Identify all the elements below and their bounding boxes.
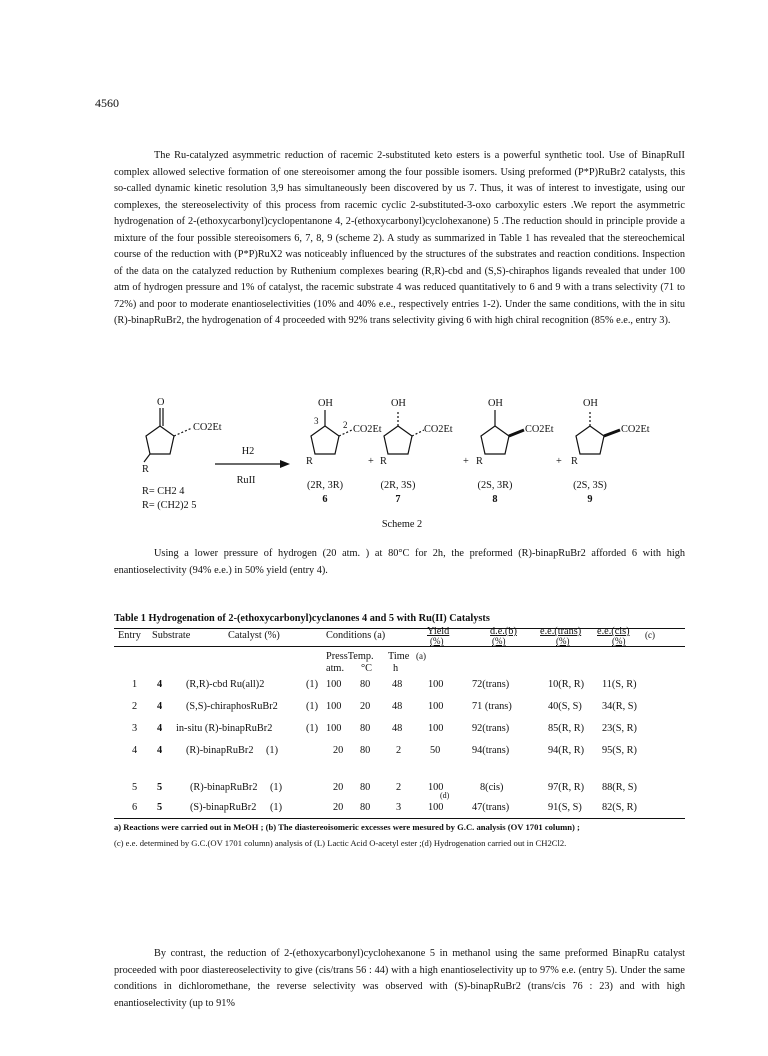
product-8-oh-label: OH bbox=[488, 398, 503, 409]
cell-time: 2 bbox=[396, 745, 402, 756]
cell-substrate: 4 bbox=[157, 679, 163, 690]
cell-yield: 100 bbox=[428, 701, 444, 712]
cell-ee-trans: 94(R, R) bbox=[548, 745, 585, 756]
header-de: d.e.(b) bbox=[490, 626, 517, 637]
cell-ee-trans: 10(R, R) bbox=[548, 679, 585, 690]
cell-loading: (1) bbox=[306, 679, 319, 690]
table-footnote-2: (c) e.e. determined by G.C.(OV 1701 column) analysis of (L) Lactic Acid O-acetyl ester ;(d) Hydrogenation carried out in CH2Cl2. bbox=[114, 838, 567, 848]
cell-catalyst: (R)-binapRuBr2 bbox=[190, 782, 258, 793]
cell-press: 100 bbox=[326, 679, 342, 690]
plus-sign: + bbox=[368, 456, 374, 467]
cell-loading: (1) bbox=[266, 745, 279, 756]
cell-ee-trans: 97(R, R) bbox=[548, 782, 585, 793]
table-footnote-1: a) Reactions were carried out in MeOH ; (b) The diastereoisomeric excesses were mesured by G.C. analysis (OV 1701 column) ; bbox=[114, 822, 580, 832]
cell-catalyst: (S)-binapRuBr2 bbox=[190, 802, 257, 813]
cell-time: 48 bbox=[392, 679, 403, 690]
locant-3-label: 3 bbox=[314, 416, 319, 426]
paragraph-conditions: Using a lower pressure of hydrogen (20 atm. ) at 80°C for 2h, the preformed (R)-binapRuBr2 afforded 6 with high enantioselectivity (94% e.e.) in 50% yield (entry 4). bbox=[114, 548, 685, 576]
header-ee-cis-unit: (%) bbox=[612, 636, 626, 646]
cell-entry: 3 bbox=[132, 723, 138, 734]
cell-loading: (1) bbox=[306, 723, 319, 734]
product-8-r-label: R bbox=[476, 456, 483, 467]
cell-substrate: 4 bbox=[157, 745, 163, 756]
cell-loading: (1) bbox=[306, 701, 319, 712]
product-6-ester-label: CO2Et bbox=[353, 424, 382, 435]
cell-substrate: 4 bbox=[157, 723, 163, 734]
cell-temp: 80 bbox=[360, 782, 371, 793]
cell-press: 20 bbox=[333, 802, 344, 813]
product-9-config: (2S, 3S) bbox=[573, 480, 607, 491]
cell-ee-cis: 23(S, R) bbox=[602, 723, 637, 734]
cell-entry: 5 bbox=[132, 782, 138, 793]
product-6-r-label: R bbox=[306, 456, 313, 467]
product-6-config: (2R, 3R) bbox=[306, 480, 344, 491]
cell-entry: 6 bbox=[132, 802, 138, 813]
cell-time: 2 bbox=[396, 782, 402, 793]
cell-loading: (1) bbox=[270, 782, 283, 793]
header-ee-note: (c) bbox=[645, 630, 655, 640]
cell-catalyst: (S,S)-chiraphosRuBr2 bbox=[186, 701, 278, 712]
substrate-r-label: R bbox=[142, 464, 149, 475]
header-ee-cis: e.e.(cis) bbox=[597, 626, 630, 637]
cell-time: 48 bbox=[392, 701, 403, 712]
cell-yield: 100 bbox=[428, 802, 444, 813]
cell-catalyst: in-situ (R)-binapRuBr2 bbox=[176, 723, 273, 734]
cell-de: 92(trans) bbox=[472, 723, 510, 734]
cell-yield: 100 bbox=[428, 679, 444, 690]
cell-temp: 20 bbox=[360, 701, 371, 712]
catalyst-label: RuII bbox=[236, 475, 256, 486]
cell-loading: (1) bbox=[270, 802, 283, 813]
cell-press: 100 bbox=[326, 701, 342, 712]
cell-entry: 1 bbox=[132, 679, 138, 690]
cell-press: 20 bbox=[333, 782, 344, 793]
cell-yield: 50 bbox=[430, 745, 441, 756]
product-6-oh-label: OH bbox=[318, 398, 333, 409]
header-press-temp: PressTemp. bbox=[326, 651, 374, 662]
header-time: Time bbox=[388, 651, 410, 662]
yield-footnote-marker: (d) bbox=[440, 791, 450, 800]
product-7-oh-label: OH bbox=[391, 398, 406, 409]
header-entry: Entry bbox=[118, 630, 141, 641]
header-yield-unit: (%) bbox=[430, 636, 444, 646]
cell-catalyst: (R)-binapRuBr2 bbox=[186, 745, 254, 756]
page-number: 4560 bbox=[95, 96, 119, 110]
substrate-ester-label: CO2Et bbox=[193, 422, 222, 433]
cell-temp: 80 bbox=[360, 745, 371, 756]
cell-ee-cis: 82(S, R) bbox=[602, 802, 637, 813]
substrate-oxo-label: O bbox=[157, 397, 165, 408]
cell-substrate: 5 bbox=[157, 802, 163, 813]
substrate-definition-5: R= (CH2)2 5 bbox=[142, 500, 197, 511]
scheme-caption: Scheme 2 bbox=[381, 519, 423, 530]
product-6-number: 6 bbox=[322, 494, 328, 505]
header-yield: Yield bbox=[427, 626, 450, 637]
product-8-config: (2S, 3R) bbox=[477, 480, 513, 491]
cell-time: 3 bbox=[396, 802, 402, 813]
paragraph-intro: The Ru-catalyzed asymmetric reduction of racemic 2-substituted keto esters is a powerful synthetic tool. Use of BinapRuII complex allowed selective formation of one stereoisomer among the four possible isomers. Using preformed (P*P)RuBr2 catalysts, this so-called dynamic kinetic resolution 3,9 has simultaneously been discovered by us 7. Thus, it was of interest to investigate, using our complexes, the stereoselectivity of this process from racemic cyclic 2-substituted-3-oxo carboxylic esters .We report the asymmetric hydrogenation of 2-(ethoxycarbonyl)cyclopentanone 4, 2-(ethoxycarbonyl)cyclohexanone) 5 .The reduction should in principle provide a mixture of the four possible stereoisomers 6, 7, 8, 9 (scheme 2). A study as summarized in Table 1 has revealed that the stereochemical course of the reduction with (P*P)RuX2 was noticeably influenced by the structures of the substrates and reaction conditions. Inspection of the data on the catalyzed reduction by Ruthenium complexes bearing (R,R)-cbd and (S,S)-chiraphos ligands revealed that under 100 atm of hydrogen pressure and 1% of catalyst, the racemic substrate 4 was reduced quantitatively to 6 and 9 with a trans selectivity (71 to 72%) and poor to moderate enantioselectivities (10% and 40% e.e., respectively entries 1-2). Under the same conditions, with the in situ (R)-binapRuBr2, the hydrogenation of 4 proceeded with 92% trans selectivity giving 6 with high chiral recognition (85% e.e., entry 3). bbox=[114, 150, 685, 326]
header-celsius: °C bbox=[361, 663, 372, 674]
cell-ee-trans: 91(S, S) bbox=[548, 802, 582, 813]
cell-press: 20 bbox=[333, 745, 344, 756]
substrate-definition-4: R= CH2 4 bbox=[142, 486, 185, 497]
cell-press: 100 bbox=[326, 723, 342, 734]
cell-time: 48 bbox=[392, 723, 403, 734]
cell-yield: 100 bbox=[428, 782, 444, 793]
cell-catalyst: (R,R)-cbd Ru(all)2 bbox=[186, 679, 265, 690]
header-hours: h bbox=[393, 663, 399, 674]
cell-ee-trans: 40(S, S) bbox=[548, 701, 582, 712]
product-9-ester-label: CO2Et bbox=[621, 424, 650, 435]
header-substrate: Substrate bbox=[152, 630, 191, 641]
table-header-rule bbox=[114, 646, 685, 647]
product-9-oh-label: OH bbox=[583, 398, 598, 409]
cell-yield: 100 bbox=[428, 723, 444, 734]
cell-temp: 80 bbox=[360, 679, 371, 690]
cell-de: 71 (trans) bbox=[472, 701, 512, 712]
reagent-label: H2 bbox=[241, 446, 255, 457]
table-caption: Table 1 Hydrogenation of 2-(ethoxycarbonyl)cyclanones 4 and 5 with Ru(II) Catalysts bbox=[114, 613, 490, 624]
cell-ee-cis: 11(S, R) bbox=[602, 679, 637, 690]
cell-ee-cis: 88(R, S) bbox=[602, 782, 637, 793]
header-atm: atm. bbox=[326, 663, 345, 674]
header-de-unit: (%) bbox=[492, 636, 506, 646]
product-8-number: 8 bbox=[492, 494, 498, 505]
product-8-ester-label: CO2Et bbox=[525, 424, 554, 435]
plus-sign: + bbox=[556, 456, 562, 467]
product-7-r-label: R bbox=[380, 456, 387, 467]
cell-entry: 4 bbox=[132, 745, 138, 756]
header-conditions: Conditions (a) bbox=[326, 630, 386, 641]
plus-sign: + bbox=[463, 456, 469, 467]
header-ee-trans: e.e.(trans) bbox=[540, 626, 582, 637]
cell-ee-cis: 95(S, R) bbox=[602, 745, 637, 756]
cell-ee-cis: 34(R, S) bbox=[602, 701, 637, 712]
cell-de: 94(trans) bbox=[472, 745, 510, 756]
cell-entry: 2 bbox=[132, 701, 138, 712]
locant-2-label: 2 bbox=[343, 420, 348, 430]
product-9-number: 9 bbox=[587, 494, 593, 505]
cell-temp: 80 bbox=[360, 802, 371, 813]
product-7-ester-label: CO2Et bbox=[424, 424, 453, 435]
header-time-note: (a) bbox=[416, 651, 426, 661]
cell-substrate: 4 bbox=[157, 701, 163, 712]
paragraph-contrast: By contrast, the reduction of 2-(ethoxycarbonyl)cyclohexanone 5 in methanol using the same preformed BinapRu catalyst proceeded with poor diastereoselectivity to give (cis/trans 56 : 44) with a high enantioselectivity up to 97% e.e. (entry 5). Under the same conditions in dichloromethane, the reverse selectivity was observed with (S)-binapRuBr2 (trans/cis 76 : 23) and with high enantioselectivity (up to 91% bbox=[114, 948, 685, 1009]
cell-temp: 80 bbox=[360, 723, 371, 734]
product-7-config: (2R, 3S) bbox=[380, 480, 416, 491]
product-9-r-label: R bbox=[571, 456, 578, 467]
header-catalyst: Catalyst (%) bbox=[228, 630, 280, 641]
cell-de: 47(trans) bbox=[472, 802, 510, 813]
cell-de: 8(cis) bbox=[480, 782, 504, 793]
cell-de: 72(trans) bbox=[472, 679, 510, 690]
cell-ee-trans: 85(R, R) bbox=[548, 723, 585, 734]
product-7-number: 7 bbox=[395, 494, 401, 505]
table-bottom-rule bbox=[114, 818, 685, 819]
cell-substrate: 5 bbox=[157, 782, 163, 793]
header-ee-trans-unit: (%) bbox=[556, 636, 570, 646]
